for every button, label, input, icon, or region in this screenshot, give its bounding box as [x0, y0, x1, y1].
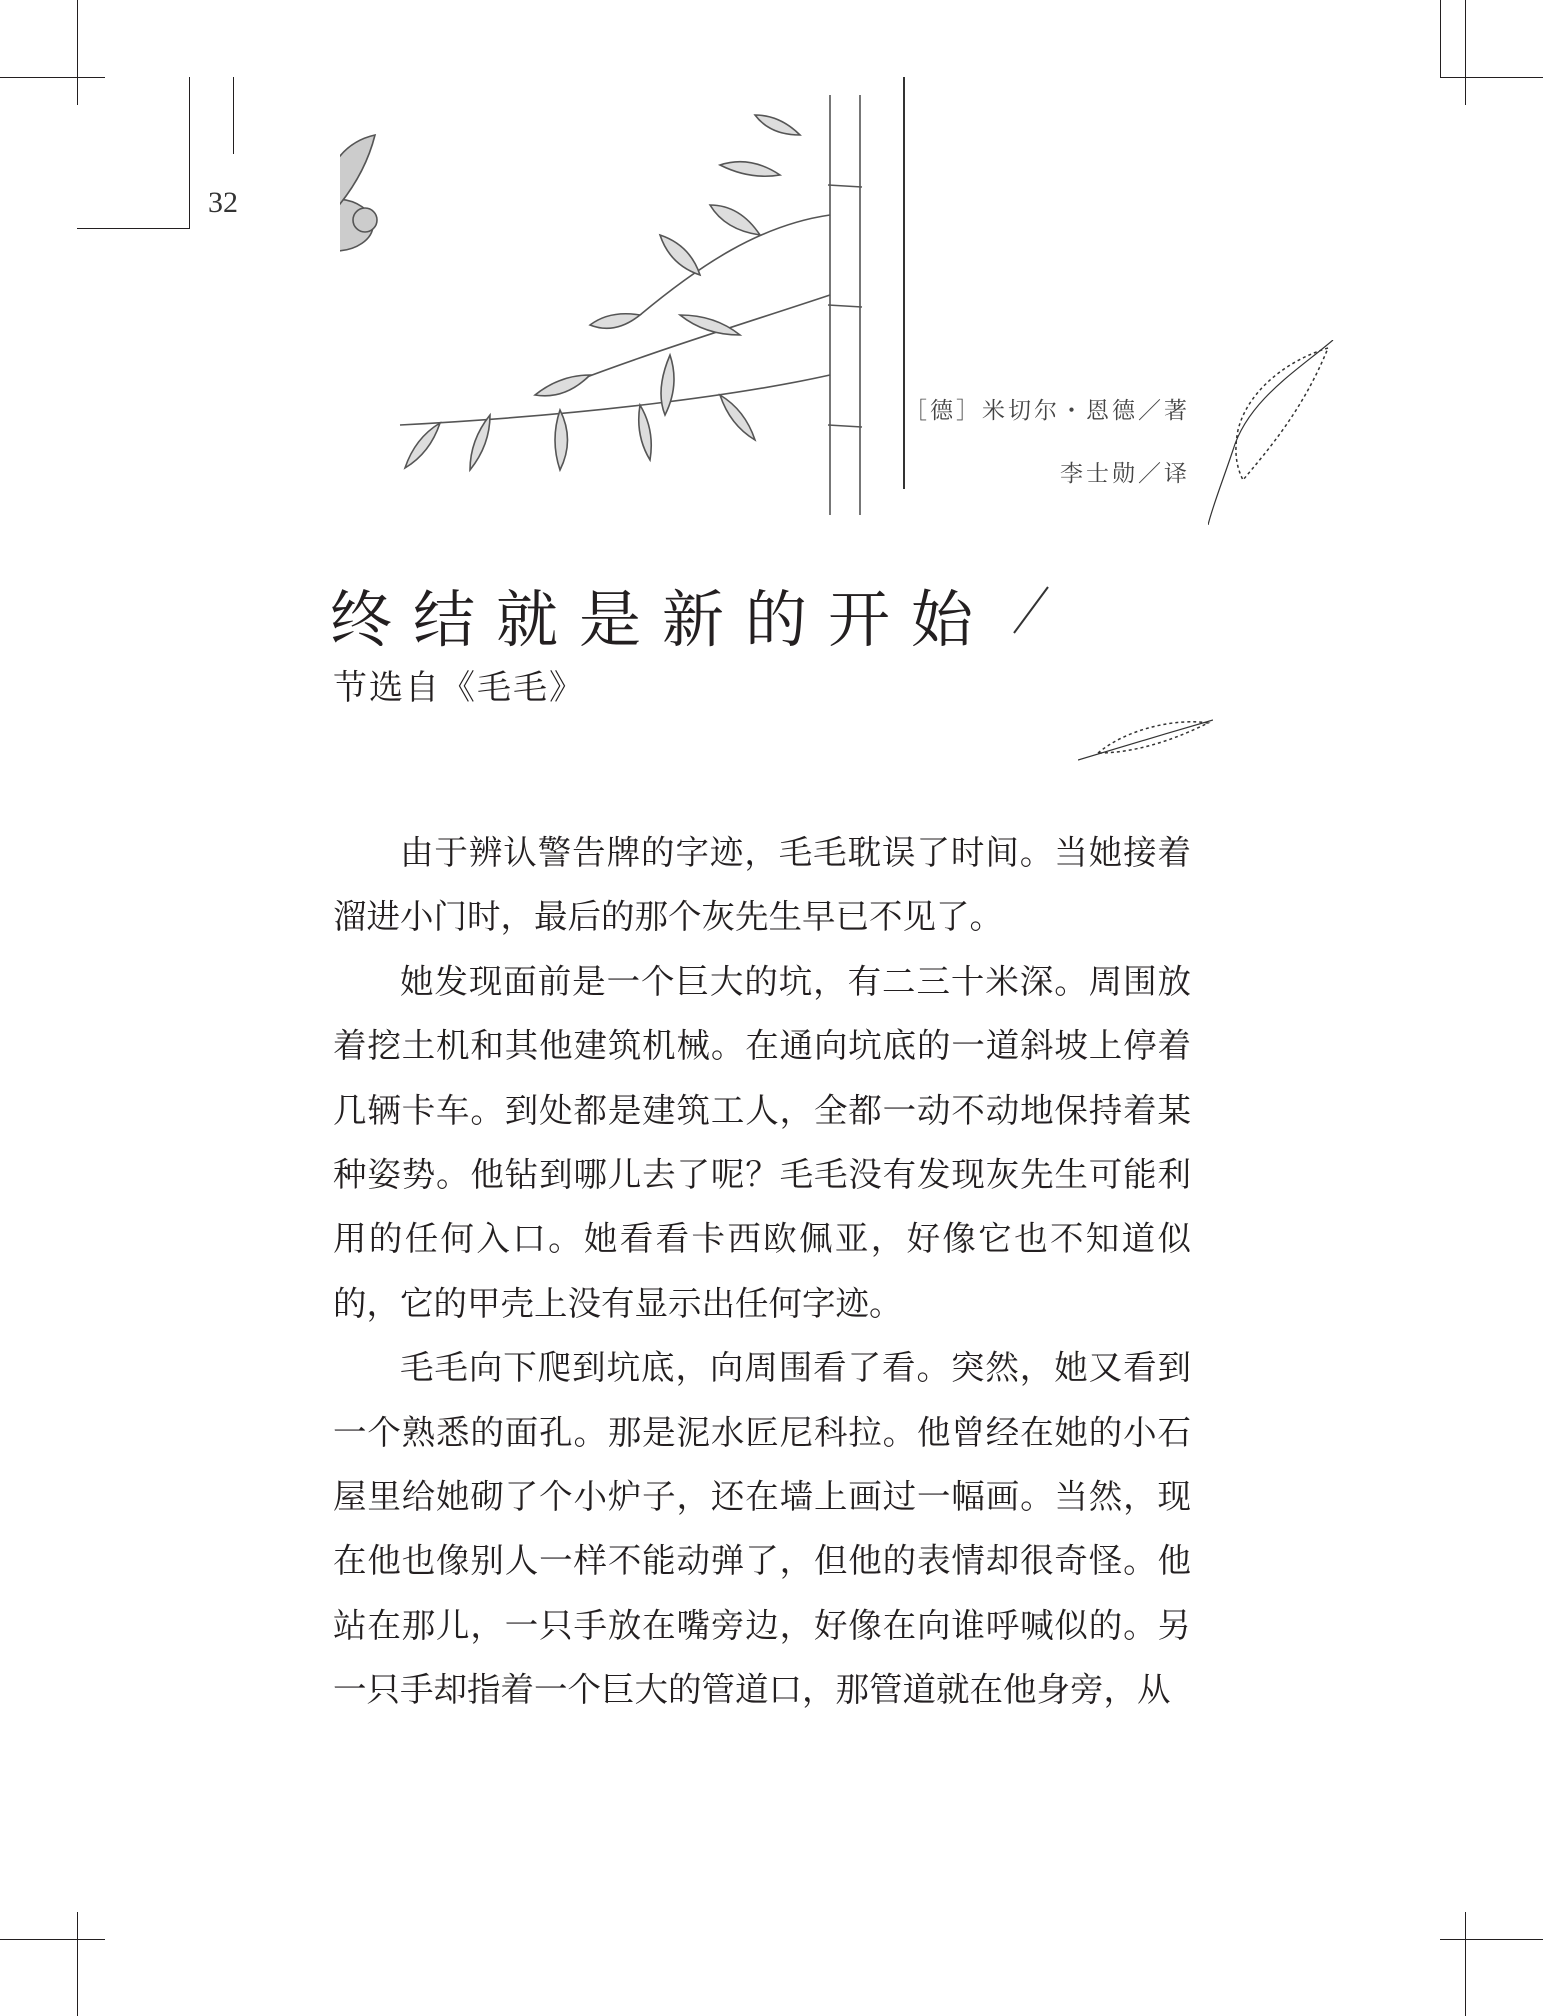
feather-icon [1078, 718, 1213, 763]
article-subtitle: 节选自《毛毛》 [333, 669, 585, 707]
divider-line [903, 77, 905, 489]
feather-icon [1208, 340, 1338, 525]
bamboo-bird-illustration [340, 95, 910, 515]
author-credit: ［德］米切尔・恩德／著 [904, 397, 1190, 423]
page-number: 32 [208, 186, 238, 219]
translator-credit: 李士勋／译 [1060, 460, 1190, 486]
paragraph: 由于辨认警告牌的字迹，毛毛耽误了时间。当她接着溜进小门时，最后的那个灰先生早已不见了。 [333, 835, 1191, 937]
paragraph: 毛毛向下爬到坑底，向周围看了看。突然，她又看到一个熟悉的面孔。那是泥水匠尼科拉。他曾经在她的小石屋里给她砌了个小炉子，还在墙上画过一幅画。当然，现在他也像别人一样不能动弹了，但他的表情却很奇怪。他站在那儿，一只手放在嘴旁边，好像在向谁呼喊似的。另一只手却指着一个巨大的管道口，那管道就在他身旁，从 [333, 1350, 1191, 1710]
article-title: 终结就是新的开始 [330, 586, 995, 655]
title-slash-decoration [1010, 585, 1050, 635]
article-body [333, 822, 1191, 1724]
paragraph: 她发现面前是一个巨大的坑，有二三十米深。周围放着挖土机和其他建筑机械。在通向坑底的一道斜坡上停着几辆卡车。到处都是建筑工人，全都一动不动地保持着某种姿势。他钻到哪儿去了呢？毛毛没有发现灰先生可能利用的任何入口。她看看卡西欧佩亚，好像它也不知道似的，它的甲壳上没有显示出任何字迹。 [333, 963, 1191, 1323]
